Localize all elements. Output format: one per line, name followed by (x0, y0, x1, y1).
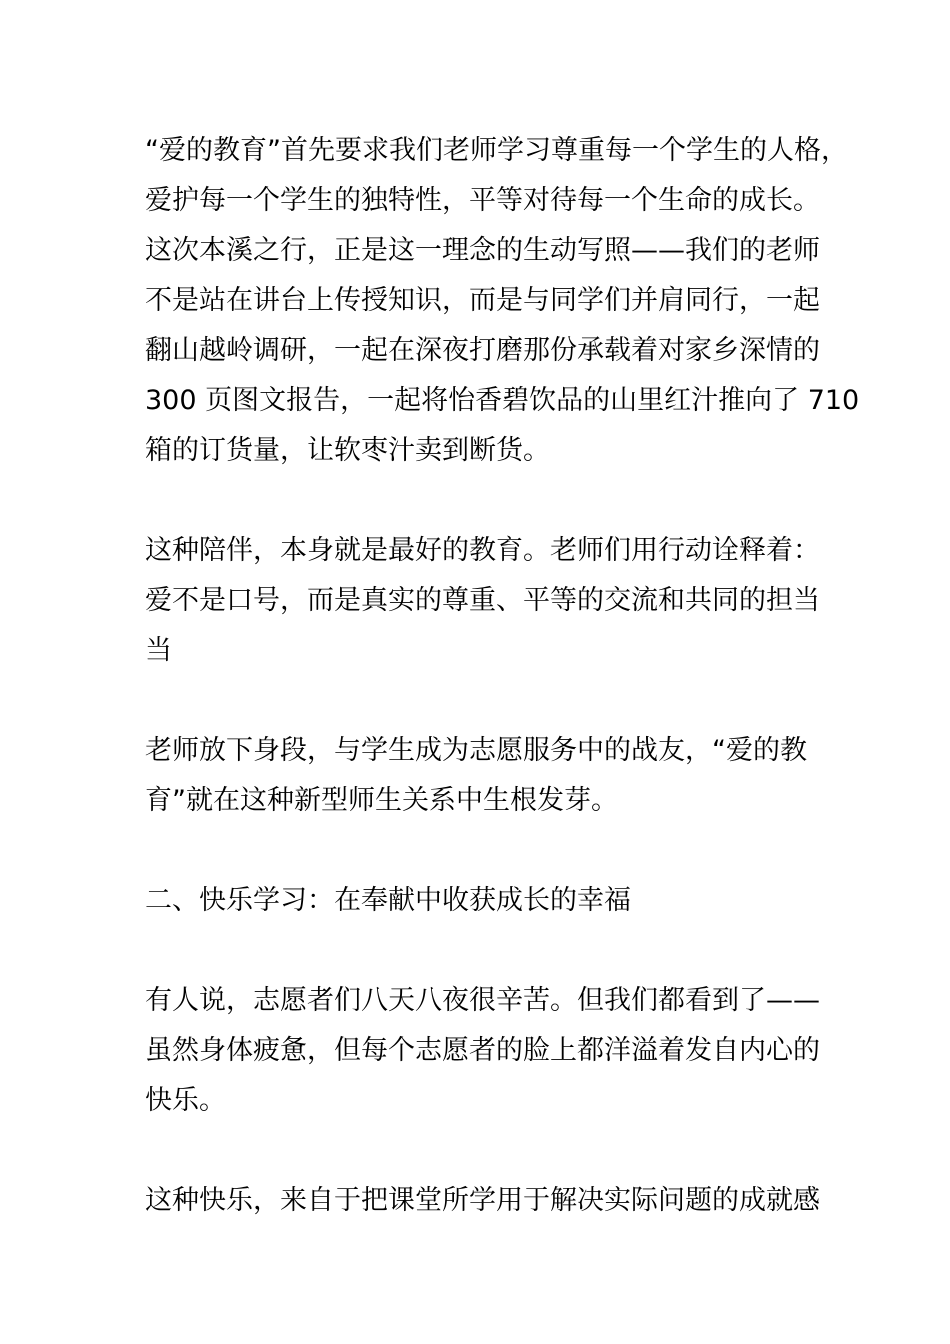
text-line: 虽然身体疲惫，但每个志愿者的脸上都洋溢着发自内心的 (145, 1035, 820, 1066)
paragraph (145, 1176, 820, 1226)
section-heading (145, 876, 815, 926)
text-line: 这次本溪之行，正是这一理念的生动写照——我们的老师 (145, 235, 820, 266)
text-line: 箱的订货量，让软枣汁卖到断货。 (145, 435, 550, 466)
text-line: 爱不是口号，而是真实的尊重、平等的交流和共同的担当 (145, 585, 820, 616)
text-line: 不是站在讲台上传授知识，而是与同学们并肩同行，一起 (145, 285, 820, 316)
text-line: 翻山越岭调研，一起在深夜打磨那份承载着对家乡深情的 (145, 335, 820, 366)
text-line: 老师放下身段，与学生成为志愿服务中的战友，“爱的教 (145, 735, 807, 766)
text-line: 300 页图文报告，一起将怡香碧饮品的山里红汁推向了 710 (145, 385, 860, 416)
text-line: 当 (145, 635, 172, 666)
text-line: 这种陪伴，本身就是最好的教育。老师们用行动诠释着： (145, 535, 820, 566)
text-line: 育”就在这种新型师生关系中生根发芽。 (145, 785, 618, 816)
text-line: 爱护每一个学生的独特性，平等对待每一个生命的成长。 (145, 185, 820, 216)
text-line: 有人说，志愿者们八天八夜很辛苦。但我们都看到了—— (145, 985, 820, 1016)
document-body (145, 126, 860, 1276)
text-line: “爱的教育”首先要求我们老师学习尊重每一个学生的人格， (145, 135, 848, 166)
text-line: 快乐。 (145, 1085, 226, 1116)
paragraph (145, 726, 815, 826)
paragraph (145, 126, 860, 476)
paragraph (145, 526, 820, 676)
paragraph (145, 976, 820, 1126)
text-line: 这种快乐，来自于把课堂所学用于解决实际问题的成就感 (145, 1185, 820, 1216)
heading-line: 二、快乐学习：在奉献中收获成长的幸福 (145, 885, 631, 916)
